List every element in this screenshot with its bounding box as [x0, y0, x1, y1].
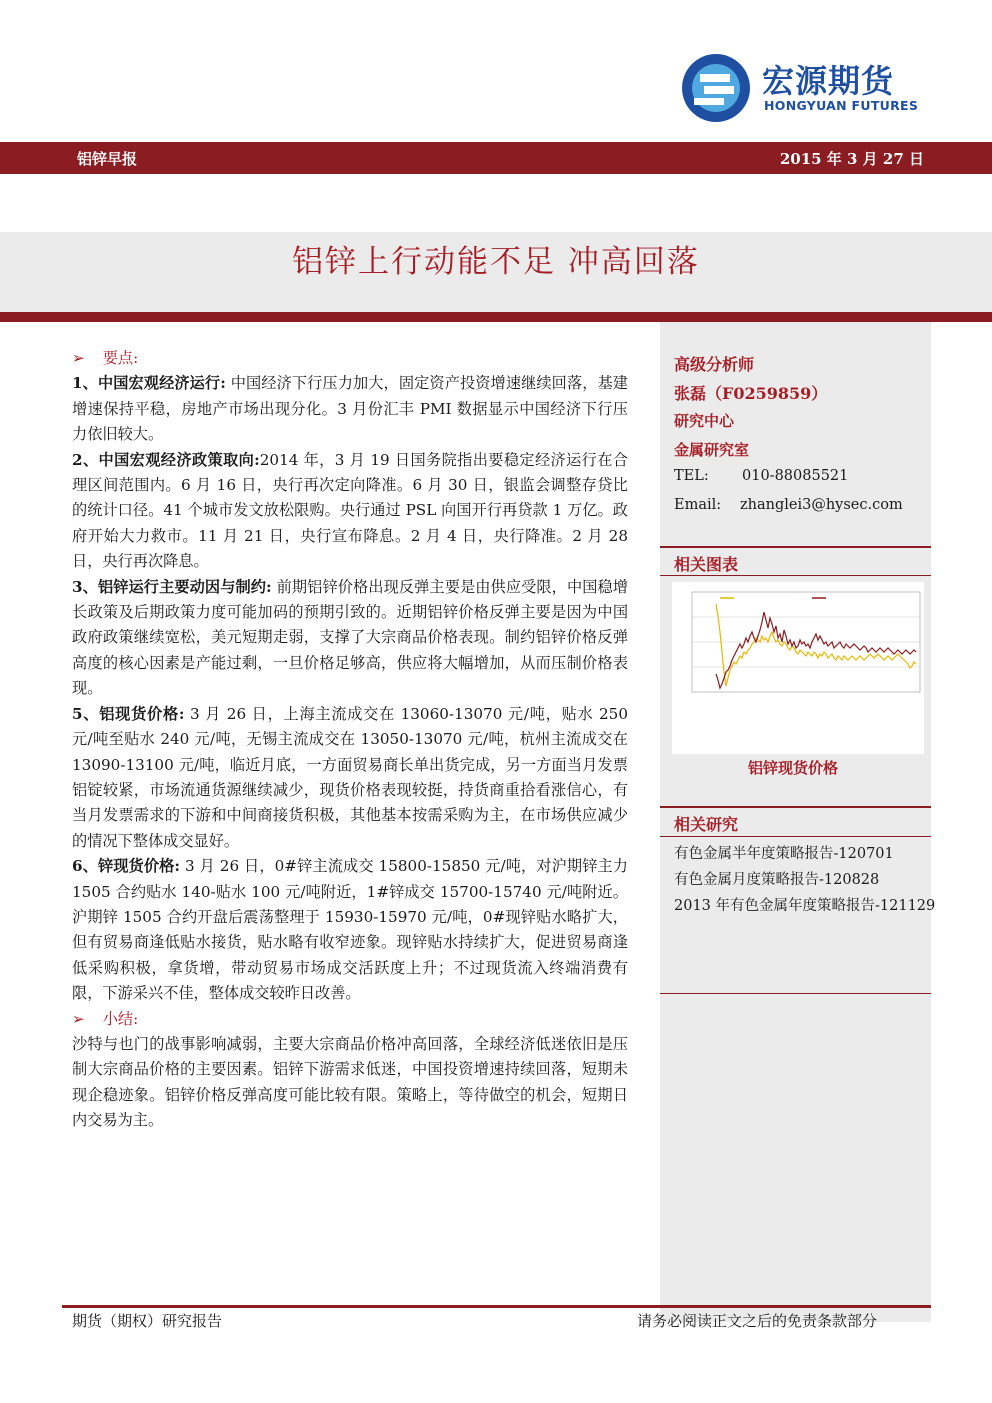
company-logo — [680, 50, 930, 125]
chart-heading-underline — [660, 575, 931, 576]
main-content — [72, 346, 628, 1134]
footer-disclaimer: 请务必阅读正文之后的免责条款部分 — [637, 1312, 878, 1330]
title-panel — [0, 232, 992, 312]
spot-price-chart — [672, 582, 924, 754]
chart-caption: 铝锌现货价格 — [748, 759, 839, 777]
analyst-name: 张磊（F0259859） — [674, 384, 828, 403]
research-link[interactable]: 有色金属月度策略报告-120828 — [674, 872, 880, 888]
key-points-heading: ➢ 要点: — [72, 349, 139, 367]
chart-heading: 相关图表 — [674, 555, 739, 574]
research-heading: 相关研究 — [674, 815, 739, 834]
arrow-bullet-icon: ➢ — [72, 349, 85, 367]
title-divider — [0, 312, 992, 322]
dept-research-center: 研究中心 — [674, 412, 735, 430]
section-aluminium-spot: 5、铝现货价格: 3 月 26 日，上海主流成交在 13060-13070 元/吨，贴水 250 元/吨至贴水 240 元/吨，无锡主流成交在 13050-13070 元/吨，杭州主流成交在 13090-13100 元/吨，临近月底，一方面贸易商长单出货完成，另一方面当月发票铝锭较紧，市场流通货源继续减少，现货价格表现较挺，持货商重拾看涨信心，有当月发票需求的下游和中间商接货积极，其他基本按需采购为主，在市场供应减少的情况下整体成交显好。 — [72, 704, 628, 850]
logo-name-en: HONGYUAN FUTURES — [764, 98, 919, 113]
section-macro-economy: 1、中国宏观经济运行: 中国经济下行压力加大，固定资产投资增速继续回落，基建增速保持平稳，房地产市场出现分化。3 月份汇丰 PMI 数据显示中国经济下行压力依旧较大。 — [72, 374, 628, 444]
summary-heading: ➢ 小结: — [72, 1009, 139, 1028]
analyst-title: 高级分析师 — [674, 355, 755, 374]
section-drivers: 3、铝锌运行主要动因与制约: 前期铝锌价格出现反弹主要是由供应受限，中国稳增长政策及后期政策力度可能加码的预期引致的。近期铝锌价格反弹主要是因为中国政府政策继续宽松，美元短期走弱，支撑了大宗商品价格表现。制约铝锌价格反弹高度的核心因素是产能过剩，一旦价格足够高，供应将大幅增加，从而压制价格表现。 — [72, 577, 628, 698]
email-label: Email: — [674, 497, 722, 513]
chart-heading-line — [660, 546, 931, 548]
summary-text: 沙特与也门的战事影响减弱，主要大宗商品价格冲高回落，全球经济低迷依旧是压制大宗商品价格的主要因素。铝锌下游需求低迷，中国投资增速持续回落，短期未现企稳迹象。铝锌价格反弹高度可能比较有限。策略上，等待做空的机会，短期日内交易为主。 — [72, 1034, 628, 1130]
research-heading-line — [660, 806, 931, 808]
tel-number: 010-88085521 — [742, 468, 849, 484]
arrow-bullet-icon: ➢ — [72, 1009, 85, 1028]
footer-divider — [62, 1305, 931, 1308]
section-zinc-spot: 6、锌现货价格: 3 月 26 日，0#锌主流成交 15800-15850 元/吨，对沪期锌主力 1505 合约贴水 140-贴水 100 元/吨附近，1#锌成交 15700-15740 元/吨附近。沪期锌 1505 合约开盘后震荡整理于 15930-15970 元/吨，0#现锌贴水略扩大，但有贸易商逢低贴水接货，贴水略有收窄迹象。现锌贴水持续扩大，促进贸易商逢低采购积极，拿货增，带动贸易市场成交活跃度上升；不过现货流入终端消费有限，下游采兴不佳，整体成交较昨日改善。 — [72, 857, 628, 1003]
logo-emblem-icon — [680, 52, 752, 124]
research-link[interactable]: 有色金属半年度策略报告-120701 — [674, 846, 894, 862]
footer-left-text: 期货（期权）研究报告 — [72, 1312, 223, 1330]
report-name: 铝锌早报 — [77, 150, 138, 168]
header-band — [0, 142, 992, 174]
research-link[interactable]: 2013 年有色金属年度策略报告-121129 — [674, 898, 936, 914]
report-date: 2015 年 3 月 27 日 — [779, 150, 924, 168]
page-title: 铝锌上行动能不足 冲高回落 — [292, 244, 700, 280]
tel-label: TEL: — [674, 468, 709, 484]
email-address: zhanglei3@hysec.com — [740, 497, 903, 513]
sidebar-divider — [660, 993, 931, 994]
logo-name-cn: 宏源期货 — [762, 62, 895, 100]
dept-metals: 金属研究室 — [674, 441, 750, 459]
chart-background — [672, 582, 924, 754]
research-heading-underline — [660, 836, 931, 837]
section-macro-policy: 2、中国宏观经济政策取向:2014 年，3 月 19 日国务院指出要稳定经济运行在合理区间范围内。6 月 16 日，央行再次定向降准。6 月 30 日，银监会调整存贷比的统计口径。41 个城市发文放松限购。央行通过 PSL 向国开行再贷款 1 万亿。政府开始大力救市。11 月 21 日，央行宣布降息。2 月 4 日，央行降准。2 月 28 日，央行再次降息。 — [72, 450, 628, 571]
